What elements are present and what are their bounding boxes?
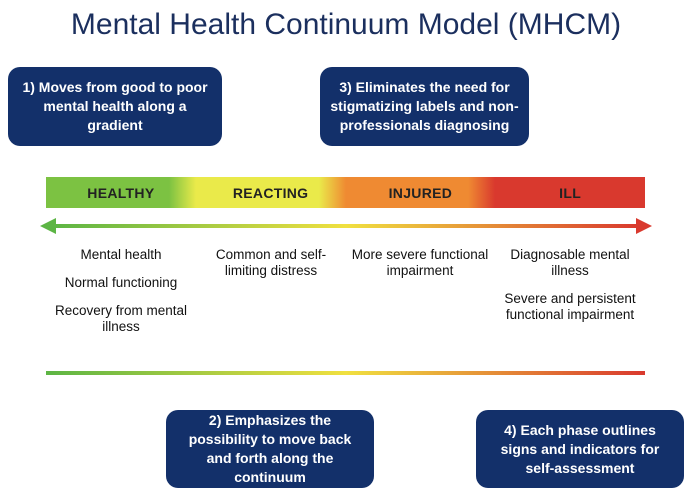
column-ill xyxy=(495,247,645,323)
phase-injured: INJURED xyxy=(346,177,496,208)
phase-bar xyxy=(46,177,645,208)
column-injured xyxy=(345,247,495,279)
page-title: Mental Health Continuum Model (MHCM) xyxy=(70,8,622,41)
column-item: More severe functional impairment xyxy=(351,247,489,278)
column-item: Recovery from mental illness xyxy=(54,303,188,334)
column-reacting xyxy=(196,247,346,279)
column-item: Mental health xyxy=(80,247,162,262)
column-healthy xyxy=(46,247,196,335)
column-item: Diagnosable mental illness xyxy=(510,247,630,278)
callout-bidirectional: 2) Emphasizes the possibility to move back and forth along the continuum xyxy=(166,410,374,488)
double-arrow-icon xyxy=(40,216,652,236)
arrow-left-head xyxy=(40,218,56,234)
callout-gradient: 1) Moves from good to poor mental health along a gradient xyxy=(8,67,222,146)
callout-stigma: 3) Eliminates the need for stigmatizing labels and non-professionals diagnosing xyxy=(320,67,529,146)
callout-self-assessment: 4) Each phase outlines signs and indicators for self-assessment xyxy=(476,410,684,488)
gradient-divider xyxy=(46,371,645,375)
column-item: Severe and persistent functional impairment xyxy=(504,291,636,322)
phase-ill: ILL xyxy=(495,177,645,208)
arrow-shaft xyxy=(54,224,638,228)
arrow-right-head xyxy=(636,218,652,234)
phase-healthy: HEALTHY xyxy=(46,177,196,208)
phase-reacting: REACTING xyxy=(196,177,346,208)
column-item: Common and self-limiting distress xyxy=(215,247,327,278)
column-item: Normal functioning xyxy=(64,275,178,290)
